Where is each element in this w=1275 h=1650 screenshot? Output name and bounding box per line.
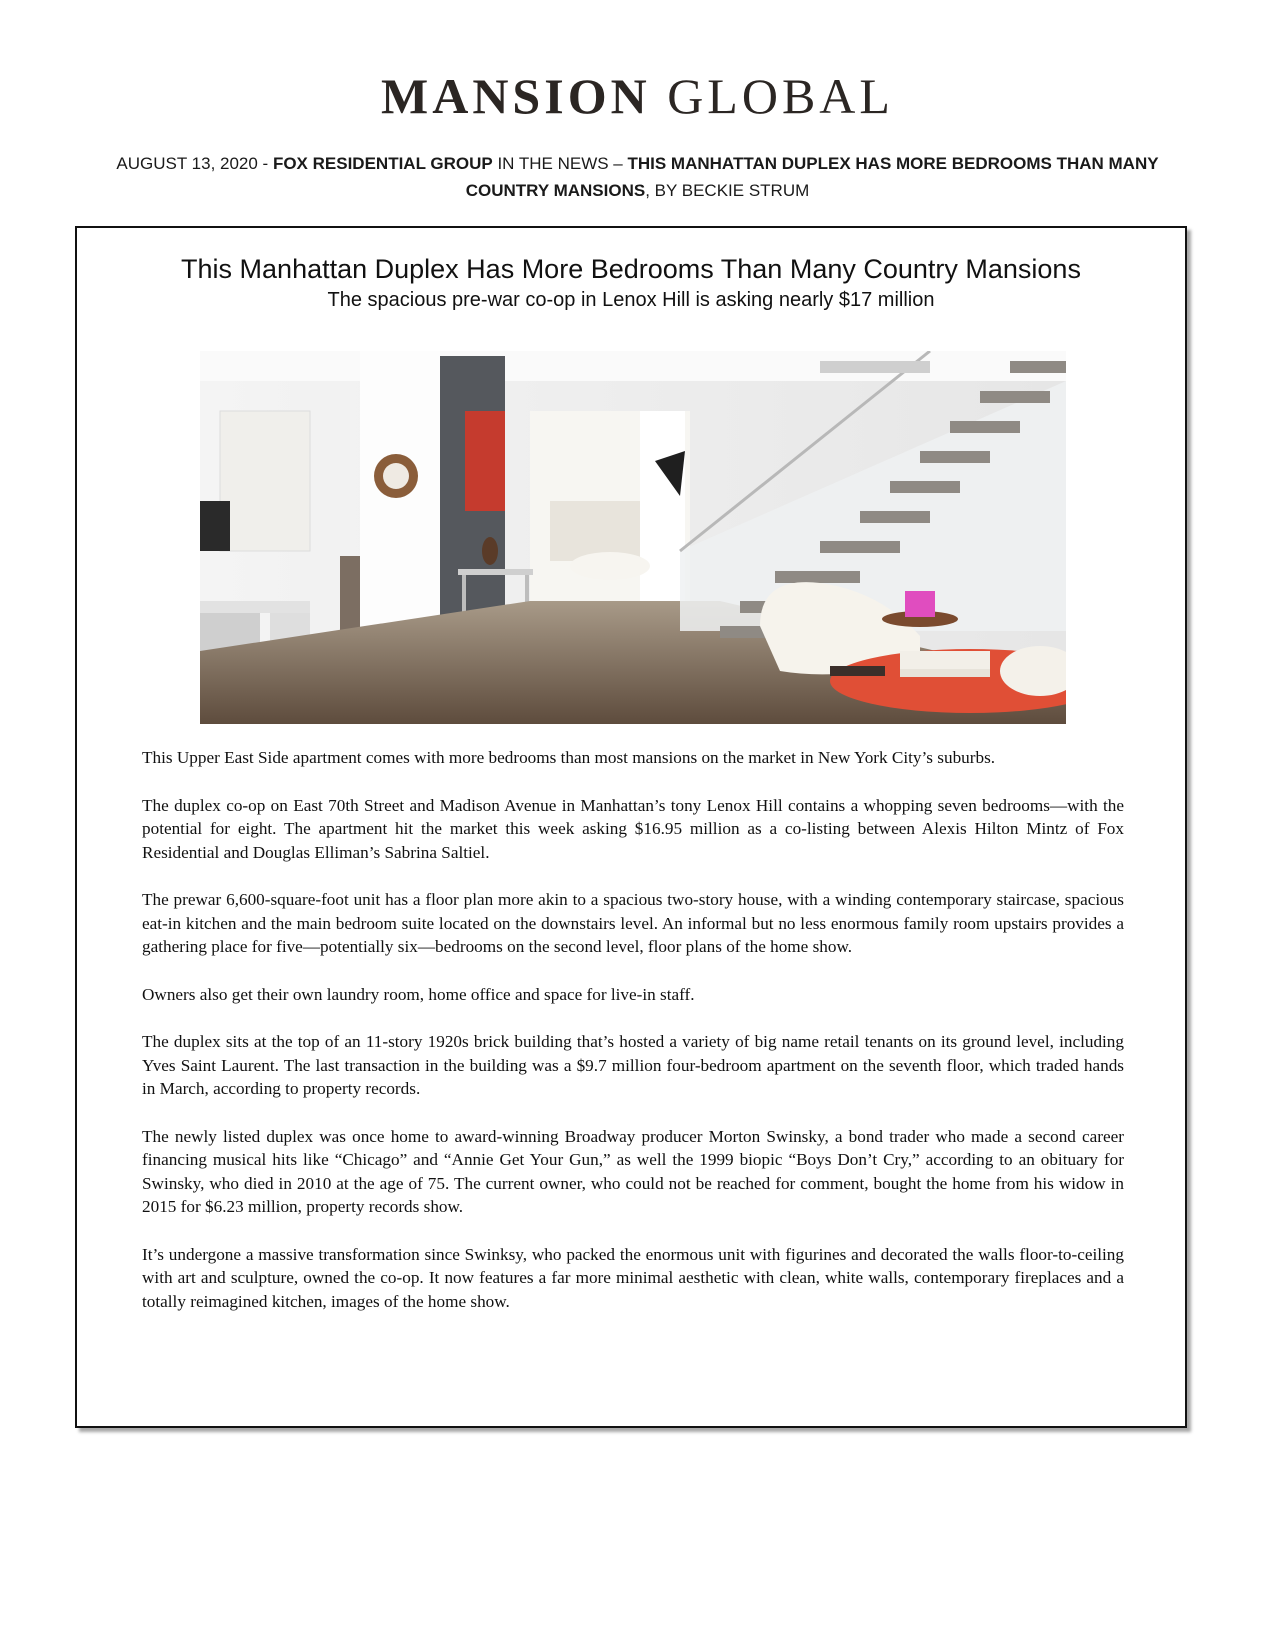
header-firm: FOX RESIDENTIAL GROUP bbox=[272, 154, 493, 173]
article-headline: This Manhattan Duplex Has More Bedrooms Than Many Country Mansions bbox=[181, 254, 1081, 284]
header-date: AUGUST 13, 2020 - bbox=[116, 154, 273, 173]
header-byline: , BY BECKIE STRUM bbox=[645, 181, 810, 200]
paragraph: Owners also get their own laundry room, home office and space for live-in staff. bbox=[142, 984, 695, 1004]
press-header bbox=[100, 150, 1175, 204]
paragraph: The newly listed duplex was once home to award-winning Broadway producer Morton Swinsky, a bond trader who made a second career financing musical hits like “Chicago” and “Annie Get Your Gun,” as well the 1999 biopic “Boys Don’t Cry,” according to an obituary for Swinsky, who died in 2010 at the age of 75. The current owner, who could not be reached for comment, bought the home from his widow in 2015 for $6.23 million, property records show. bbox=[142, 1126, 1124, 1216]
paragraph: This Upper East Side apartment comes with more bedrooms than most mansions on the market in New York City’s suburbs. bbox=[142, 748, 996, 767]
paragraph: The duplex co-op on East 70th Street and Madison Avenue in Manhattan’s tony Lenox Hill contains a whopping seven bedrooms—with the potential for eight. The apartment hit the market this week asking $16.95 million as a co-listing between Alexis Hilton Mintz of Fox Residential and Douglas Elliman’s Sabrina Saltiel. bbox=[142, 795, 1124, 862]
article-subheadline: The spacious pre-war co-op in Lenox Hill is asking nearly $17 million bbox=[327, 289, 935, 311]
article-body bbox=[142, 746, 1124, 1337]
masthead-light: GLOBAL bbox=[667, 68, 894, 124]
masthead-bold: MANSION bbox=[381, 68, 651, 124]
paragraph: The duplex sits at the top of an 11-story 1920s brick building that’s hosted a variety of big name retail tenants on its ground level, including Yves Saint Laurent. The last transaction in the building was a $9.7 million four-bedroom apartment on the seventh floor, which traded hands in March, according to property records. bbox=[142, 1032, 1124, 1098]
header-mid: IN THE NEWS – bbox=[492, 154, 628, 173]
masthead-logo bbox=[0, 68, 1275, 124]
header-title: THIS MANHATTAN DUPLEX HAS MORE BEDROOMS THAN MANY COUNTRY MANSIONS bbox=[465, 154, 1159, 200]
paragraph: The prewar 6,600-square-foot unit has a floor plan more akin to a spacious two-story house, with a winding contemporary staircase, spacious eat-in kitchen and the main bedroom suite located on the downstairs level. An informal but no less enormous family room upstairs provides a gathering place for five—potentially six—bedrooms on the second level, floor plans of the home show. bbox=[142, 890, 1124, 956]
paragraph: It’s undergone a massive transformation since Swinksy, who packed the enormous unit with figurines and decorated the walls floor-to-ceiling with art and sculpture, owned the co-op. It now features a far more minimal aesthetic with clean, white walls, contemporary fireplaces and a totally reimagined kitchen, images of the home show. bbox=[142, 1244, 1124, 1311]
article-photo bbox=[200, 351, 1066, 724]
